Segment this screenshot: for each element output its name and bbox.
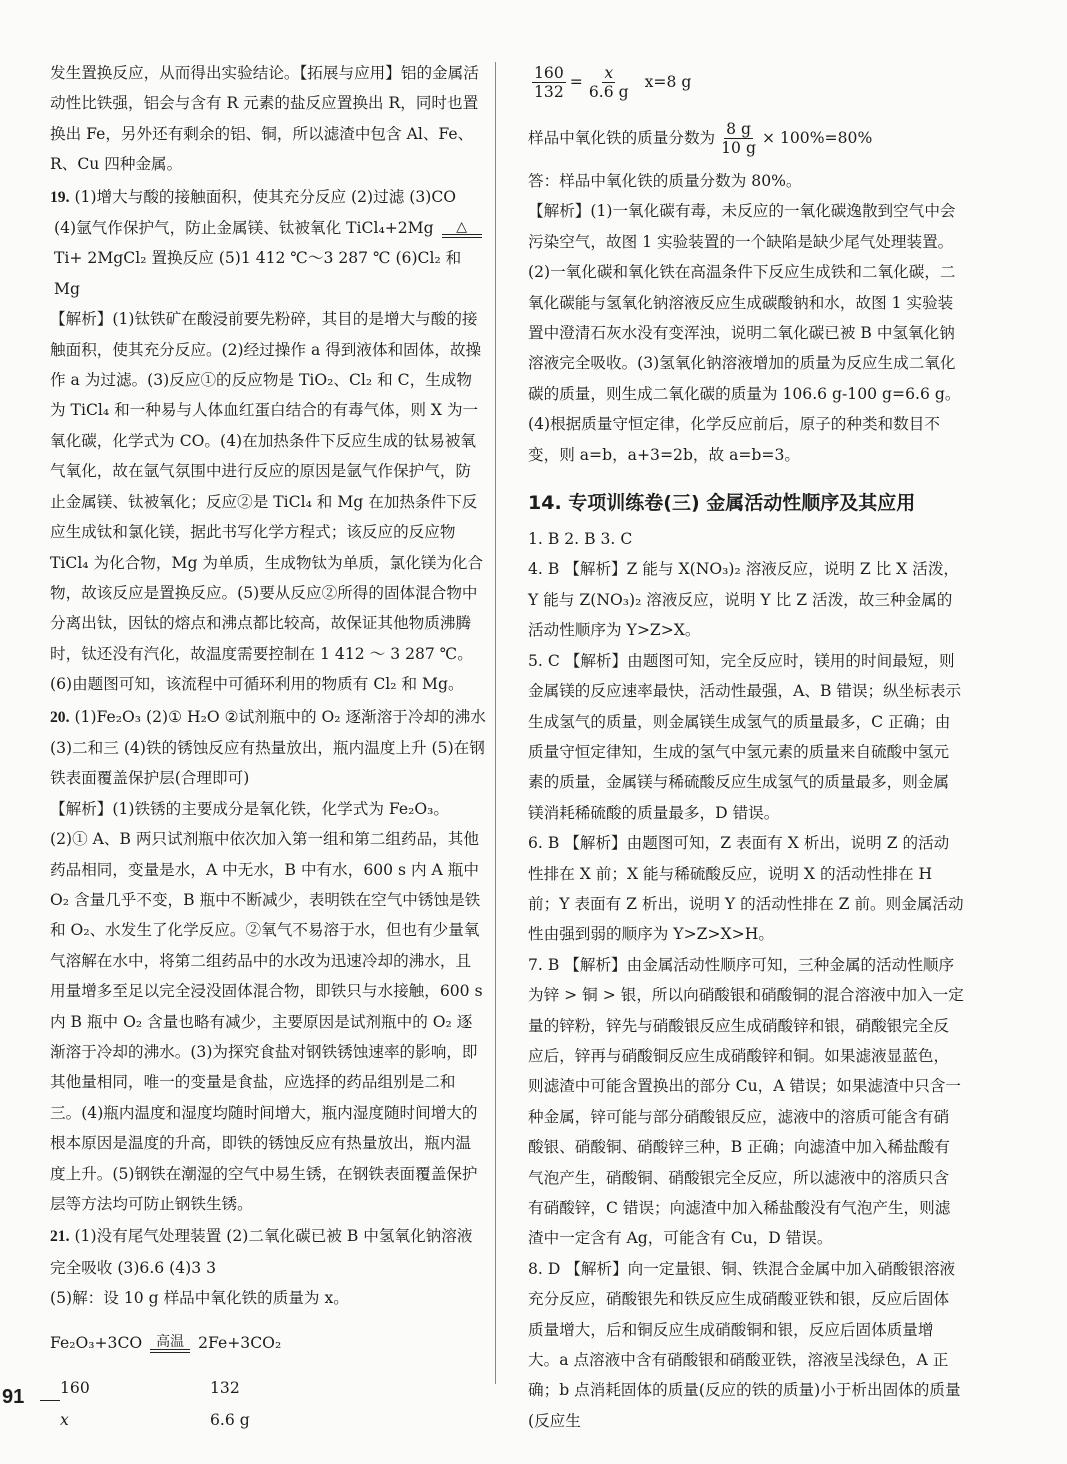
left-column — [50, 58, 486, 1436]
q21-answer — [50, 1221, 486, 1283]
equation-left: Fe₂O₃+3CO — [50, 1333, 143, 1352]
percentage-prefix: 样品中氧化铁的质量分数为 — [528, 128, 716, 147]
fraction-result: x=8 g — [644, 72, 692, 91]
mass-row — [50, 1372, 486, 1404]
q1-3-answers: 1. B 2. B 3. C — [528, 530, 633, 549]
q21-analysis: 【解析】(1)一氧化碳有毒，未反应的一氧化碳逸散到空气中会污染空气，故图 1 实验装置的一个缺陷是缺少尾气处理装置。(2)一氧化碳和氧化铁在高温条件下反应生成铁和二氧化碳，二氧化碳能与氢氧化钠溶液反应生成碳酸钠和水，故图 1 实验装置中澄清石灰水没有变浑浊，说明二氧化碳已被 B 中氢氧化钠溶液完全吸收。(3)氢氧化钠溶液增加的质量为反应生成二氧化碳的质量，则生成二氧化碳的质量为 106.6 g-100 g=6.6 g。(4)根据质量守恒定律，化学反应前后，原子的种类和数目不变，则 a=b，a+3=2b，故 a=b=3。 — [528, 202, 961, 464]
percentage-suffix: × 100%=80% — [761, 128, 873, 147]
equals-bar — [442, 234, 482, 238]
fraction-numerator: 160 — [534, 63, 564, 82]
heat-condition — [442, 220, 482, 238]
section-title: 14. 专项训练卷(三) 金属活动性顺序及其应用 — [528, 492, 916, 515]
column-divider — [495, 62, 496, 1384]
page-number-dash — [40, 1400, 60, 1401]
q8-answer: 8. D 【解析】向一定量银、铜、铁混合金属中加入硝酸银溶液充分反应，硝酸银先和铁反应生成硝酸亚铁和银，反应后固体质量增大，后和铜反应生成硝酸铜和银，反应后固体质量增大。a 点溶液中含有硝酸银和硝酸亚铁，溶液呈浅绿色，A 正确；b 点消耗固体的质量(反应的铁的质量)小于析出固体的质量(反应生 — [528, 1259, 961, 1430]
q4-answer: 4. B 【解析】Z 能与 X(NO₃)₂ 溶液反应，说明 Z 比 X 活泼，Y 能与 Z(NO₃)₂ 溶液反应，说明 Y 比 Z 活泼，故三种金属的活动性顺序为 Y>Z>X。 — [528, 560, 960, 640]
q19-answer — [50, 182, 486, 213]
fraction — [587, 64, 631, 101]
q20-answer — [50, 702, 486, 794]
q19-analysis: 【解析】(1)钛铁矿在酸浸前要先粉碎，其目的是增大与酸的接触面积，使其充分反应。(2)经过操作 a 得到液体和固体，故操作 a 为过滤。(3)反应①的反应物是 TiO₂、Cl₂ 和 C，生成物为 TiCl₄ 和一种易与人体血红蛋白结合的有毒气体，则 X 为一氧化碳，化学式为 CO。(4)在加热条件下反应生成的钛易被氧气氧化，故在氩气氛围中进行反应的原因是氩气作保护气，防止金属镁、钛被氧化；反应②是 TiCl₄ 和 Mg 在加热条件下反应生成钛和氯化镁，据此书写化学方程式；该反应的反应物 TiCl₄ 为化合物，Mg 为单质，生成物钛为单质，氯化镁为化合物，故该反应是置换反应。(5)要从反应②所得的固体混合物中分离出钛，因钛的熔点和沸点都比较高，故保证其他物质沸腾时，钛还没有汽化，故温度需要控制在 1 412 ～ 3 287 ℃。(6)由题图可知，该流程中可循环利用的物质有 Cl₂ 和 Mg。 — [50, 310, 484, 694]
q21-solution: (5)解：设 10 g 样品中氧化铁的质量为 x。 — [50, 1289, 349, 1308]
fraction-numerator: x — [604, 63, 614, 82]
q5-answer: 5. C 【解析】由题图可知，完全反应时，镁用的时间最短，则金属镁的反应速率最快，活动性最强，A、B 错误；纵坐标表示生成氢气的质量，则金属镁生成氢气的质量最多，C 正确；由质量守恒定律知，生成的氢气中氢元素的质量来自硫酸中氢元素的质量，金属镁与稀硫酸反应生成氢气的质量最多，则金属镁消耗稀硫酸的质量最多，D 错误。 — [528, 651, 962, 822]
q7-answer: 7. B 【解析】由金属活动性顺序可知，三种金属的活动性顺序为锌 > 铜 > 银，所以向硝酸银和硝酸铜的混合溶液中加入一定量的锌粉，锌先与硝酸银反应生成硝酸锌和银，硝酸银完全反应后，锌再与硝酸铜反应生成硝酸锌和铜。如果滤液显蓝色，则滤渣中可能含置换出的部分 Cu，A 错误；如果滤渣中只含一种金属，锌可能与部分硝酸银反应，滤液中的溶质可能含有硝酸银、硝酸铜、硝酸锌三种，B 正确；向滤渣中加入稀盐酸有气泡产生，硝酸铜、硝酸银完全反应，所以滤液中的溶质只含有硝酸锌，C 错误；向滤渣中加入稀盐酸没有气泡产生，则滤渣中一定含有 Ag，可能含有 Cu，D 错误。 — [528, 955, 964, 1248]
chemical-equation — [50, 1328, 486, 1358]
equation-right: 2Fe+3CO₂ — [198, 1333, 282, 1352]
q19-number: 19. — [50, 188, 70, 206]
mass-cell: x — [60, 1410, 69, 1429]
high-temp-condition — [150, 1335, 190, 1353]
equation-bar — [150, 1349, 190, 1353]
fraction-denominator: 6.6 g — [588, 82, 629, 101]
equals-sign: = — [569, 72, 583, 91]
q20-number: 20. — [50, 708, 70, 726]
page-number: 91 — [2, 1386, 25, 1408]
percentage-equation — [528, 112, 964, 164]
q20-analysis: 【解析】(1)铁锈的主要成分是氧化铁，化学式为 Fe₂O₃。(2)① A、B 两只试剂瓶中依次加入第一组和第二组药品，其他药品相同，变量是水，A 中无水，B 中有水，600 s 内 A 瓶中 O₂ 含量几乎不变，B 瓶中不断减少，表明铁在空气中锈蚀是铁和 O₂、水发生了化学反应。②氧气不易溶于水，但也有少量氧气溶解在水中，将第二组药品中的水改为迅速冷却的沸水，且用量增多至足以完全浸没固体混合物，即铁只与水接触，600 s 内 B 瓶中 O₂ 含量也略有减少，主要原因是试剂瓶中的 O₂ 逐渐溶于冷却的沸水。(3)为探究食盐对钢铁锈蚀速率的影响，即其他量相同，唯一的变量是食盐，应选择的药品组别是二和三。(4)瓶内温度和湿度均随时间增大，瓶内湿度随时间增大的根本原因是温度的升高，即铁的锈蚀反应有热量放出，瓶内温度上升。(5)钢铁在潮湿的空气中易生锈，在钢铁表面覆盖保护层等方法均可防止钢铁生锈。 — [50, 799, 483, 1214]
right-column — [528, 58, 964, 1436]
q21-conclusion: 答：样品中氧化铁的质量分数为 80%。 — [528, 172, 802, 190]
fraction — [532, 64, 566, 101]
q6-answer: 6. B 【解析】由题图可知，Z 表面有 X 析出，说明 Z 的活动性排在 X 前；X 能与稀硫酸反应，说明 X 的活动性排在 H 前；Y 表面有 Z 析出，说明 Y 的活动性排在 Z 前。则金属活动性由强到弱的顺序为 Y>Z>X>H。 — [528, 834, 964, 944]
proportion-equation — [528, 58, 964, 106]
mass-table — [50, 1372, 486, 1436]
mass-cell: 132 — [210, 1378, 240, 1397]
heat-symbol: △ — [456, 219, 467, 236]
mass-cell: 6.6 g — [210, 1410, 250, 1429]
fraction-numerator: 8 g — [726, 119, 751, 138]
mass-cell: 160 — [60, 1378, 90, 1397]
high-temp-label: 高温 — [156, 1333, 185, 1350]
intro-paragraph: 发生置换反应，从而得出实验结论。【拓展与应用】铝的金属活动性比铁强，铝会与含有 R 元素的盐反应置换出 R，同时也置换出 Fe，另外还有剩余的铝、铜，所以滤渣中包含 Al、Fe、R、Cu 四种金属。 — [50, 64, 479, 174]
q19-answer-line2 — [50, 213, 486, 304]
q21-number: 21. — [50, 1228, 70, 1246]
fraction-denominator: 132 — [534, 82, 564, 101]
fraction — [719, 120, 758, 157]
q19-answer-line1: (1)增大与酸的接触面积，使其充分反应 (2)过滤 (3)CO — [74, 187, 457, 206]
mass-row — [50, 1404, 486, 1436]
fraction-denominator: 10 g — [721, 138, 756, 157]
q19-answer-eq: (4)氩气作保护气，防止金属镁、钛被氧化 TiCl₄+2Mg — [54, 219, 434, 238]
q21-answer-text: (1)没有尾气处理装置 (2)二氧化碳已被 B 中氢氧化钠溶液完全吸收 (3)6.6 (4)3 3 — [50, 1227, 473, 1277]
q19-answer-line3: Ti+ 2MgCl₂ 置换反应 (5)1 412 ℃～3 287 ℃ (6)Cl₂ 和 Mg — [54, 249, 462, 298]
q20-answer-text: (1)Fe₂O₃ (2)① H₂O ②试剂瓶中的 O₂ 逐渐溶于冷却的沸水 (3)二和三 (4)铁的锈蚀反应有热量放出，瓶内温度上升 (5)在钢铁表面覆盖保护层(合理即可) — [50, 707, 486, 788]
